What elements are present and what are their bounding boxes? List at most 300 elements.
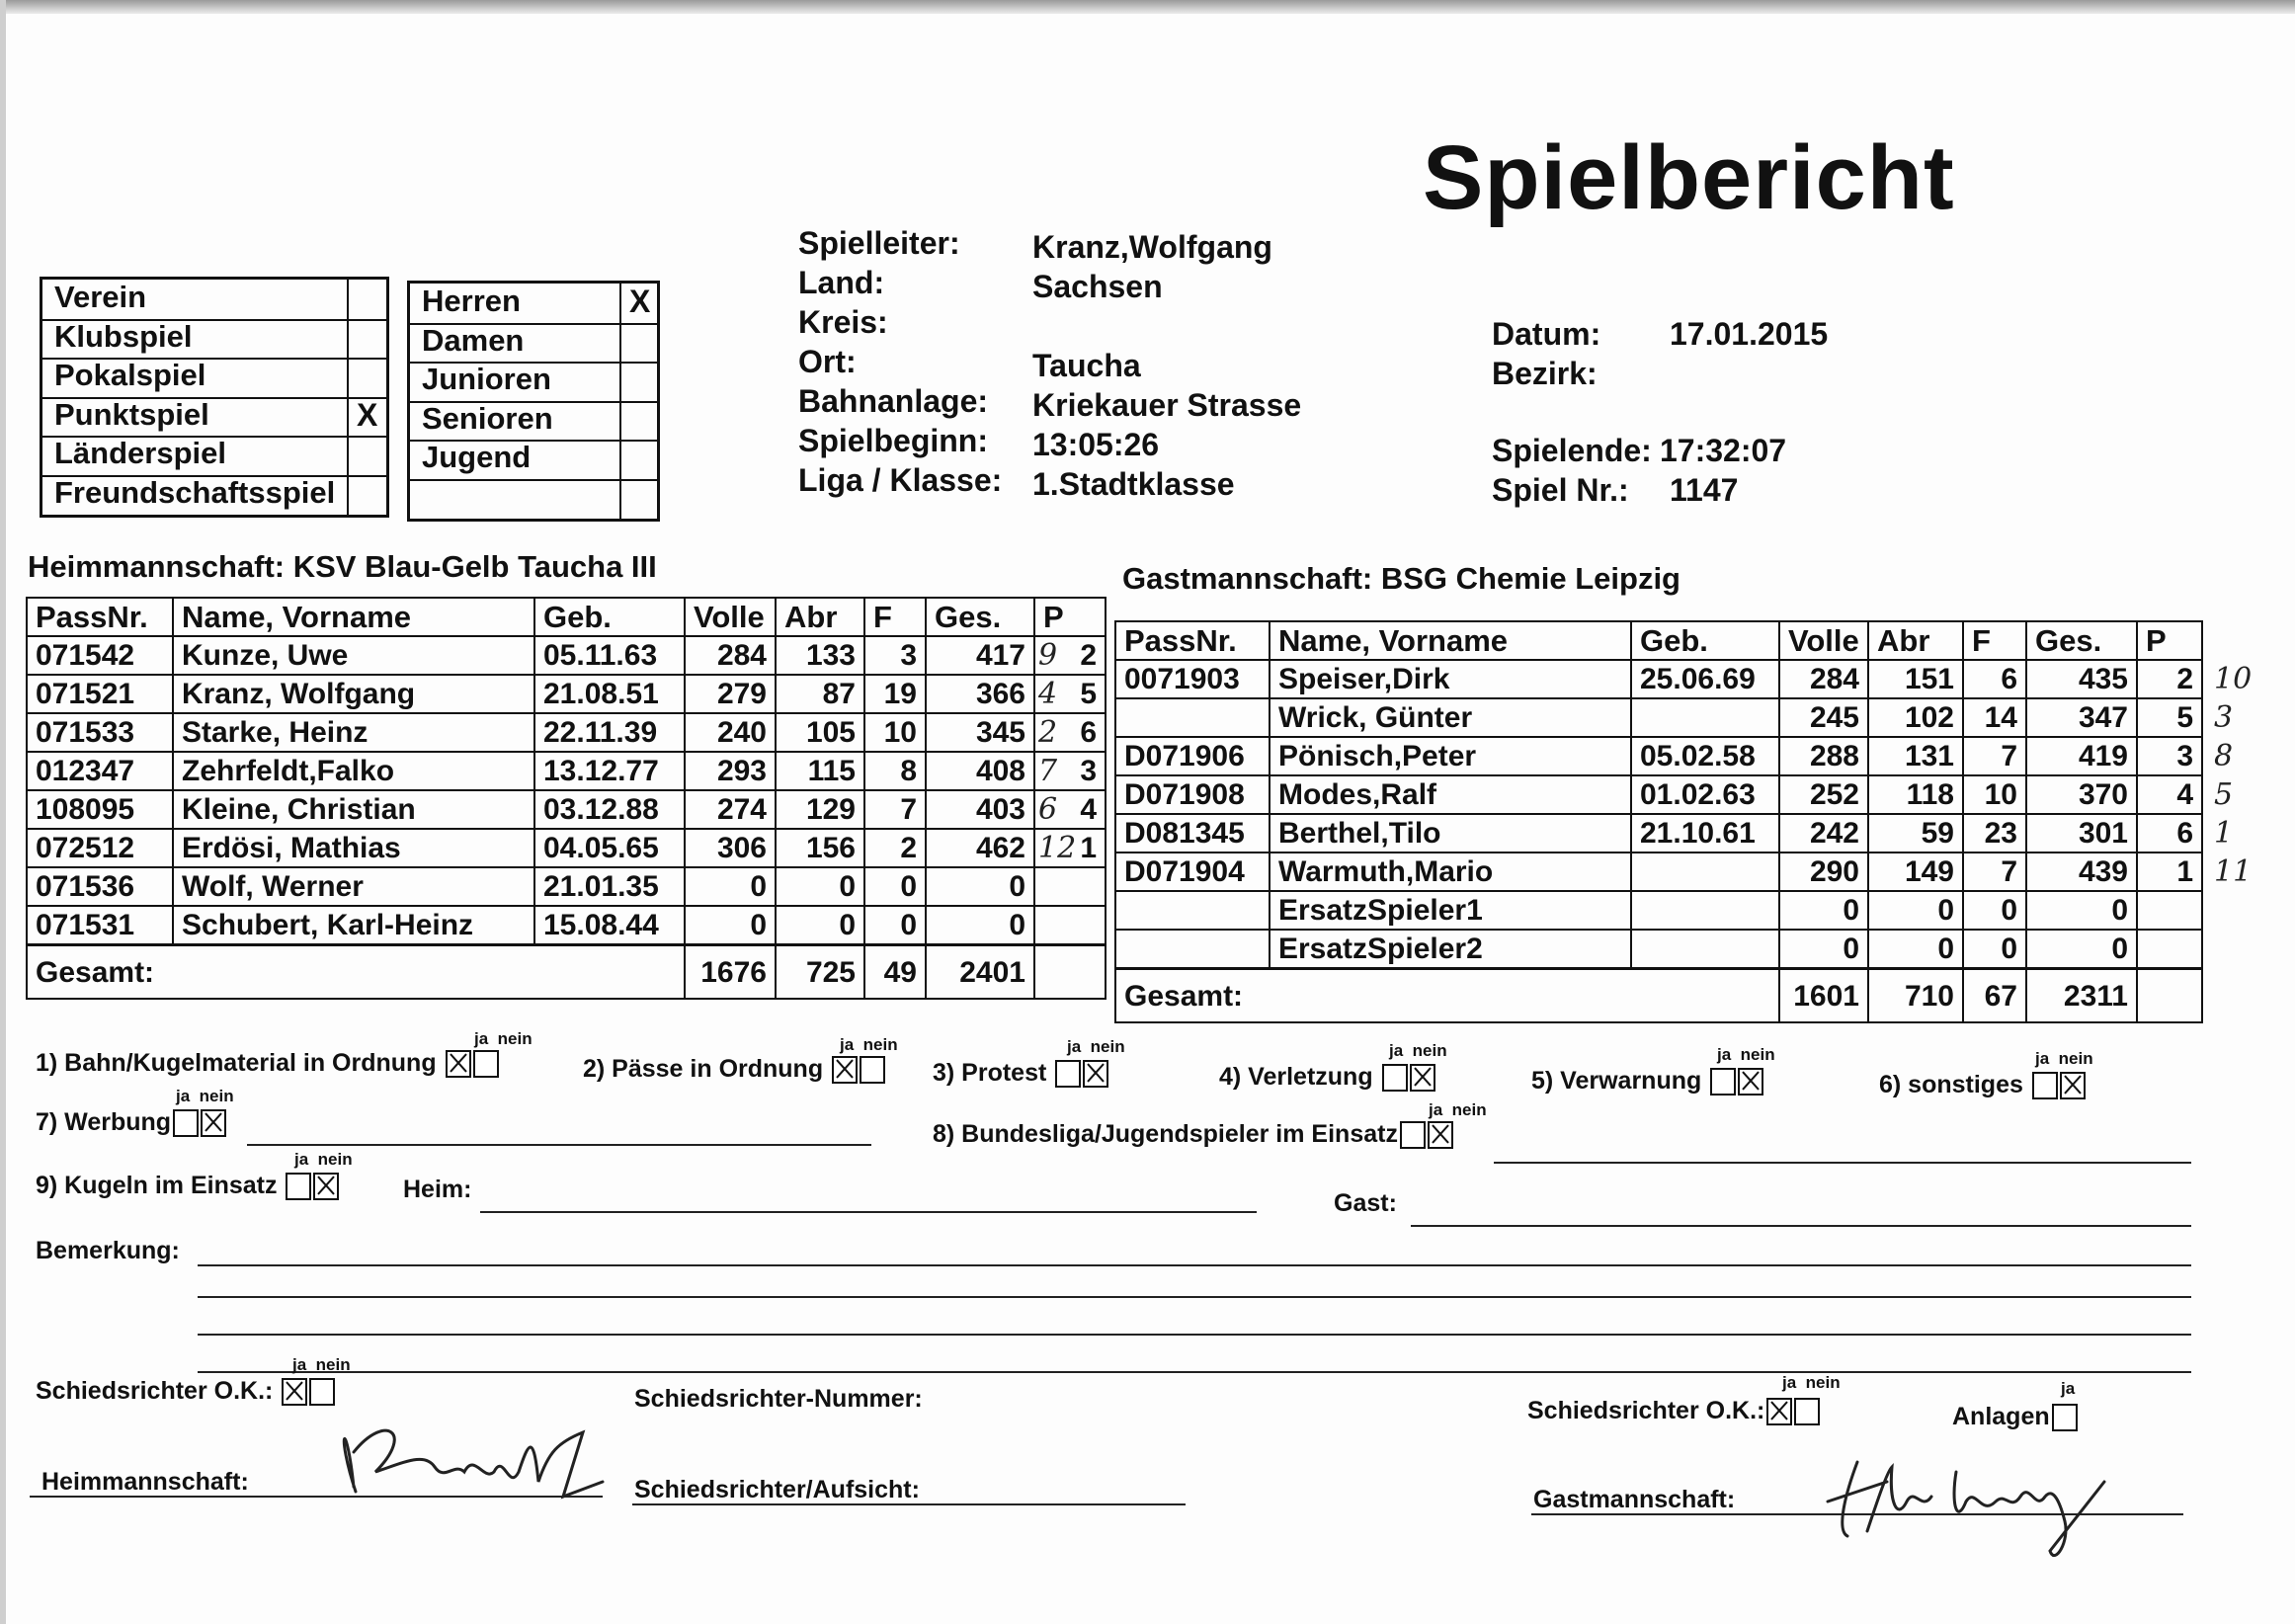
- guest-cell-volle: 0: [1779, 891, 1868, 930]
- guest-cell-name: Speiser,Dirk: [1270, 660, 1631, 698]
- check-9-jn: ja nein: [294, 1150, 353, 1169]
- home-handwritten-note: 6: [1038, 792, 1058, 827]
- match_type-row[interactable]: [42, 436, 386, 477]
- gastmannschaft-label: Gastmannschaft:: [1533, 1486, 1736, 1513]
- guest-handwritten-note: 8: [2214, 739, 2234, 773]
- check-3-ja-box[interactable]: [1055, 1060, 1081, 1088]
- check-5-label: 5) Verwarnung: [1531, 1067, 1702, 1095]
- gast-label: Gast:: [1334, 1189, 1397, 1217]
- match_type-row[interactable]: [42, 397, 386, 439]
- match_type-option-label: Pokalspiel: [54, 358, 206, 393]
- home-cell-name: Schubert, Karl-Heinz: [173, 906, 534, 945]
- schiri-nr-label: Schiedsrichter-Nummer:: [634, 1385, 923, 1413]
- match_type-option-mark[interactable]: X: [357, 396, 378, 433]
- guest-cell-volle: 252: [1779, 775, 1868, 814]
- home-col-header: P: [1034, 598, 1106, 636]
- spielende-label: Spielende:: [1492, 433, 1652, 468]
- guest-handwritten-note: 3: [2214, 700, 2234, 735]
- guest-cell-abr: 151: [1868, 660, 1963, 698]
- home-cell-ges: 408: [926, 752, 1034, 790]
- home-cell-ges: 366: [926, 675, 1034, 713]
- guest-cell-pass: [1115, 930, 1270, 969]
- schiri-ok-home-label: Schiedsrichter O.K.:: [36, 1377, 274, 1405]
- guest-col-header: Geb.: [1631, 621, 1779, 660]
- home-cell-ges: 0: [926, 906, 1034, 945]
- scan-edge-left: [0, 0, 6, 1624]
- home-cell-name: Erdösi, Mathias: [173, 829, 534, 867]
- bemerkung-label: Bemerkung:: [36, 1237, 180, 1264]
- category-row[interactable]: [410, 440, 657, 481]
- guest-cell-pass: [1115, 891, 1270, 930]
- guest-cell-volle: 288: [1779, 737, 1868, 775]
- check-7-label: 7) Werbung: [36, 1108, 172, 1136]
- heim-line[interactable]: [480, 1211, 1257, 1213]
- home-cell-geb: 13.12.77: [534, 752, 685, 790]
- home-total-abr: 725: [776, 945, 864, 1000]
- guest-signature: [1808, 1442, 2134, 1571]
- guest-cell-p: 5: [2137, 698, 2202, 737]
- guest-cell-name: Modes,Ralf: [1270, 775, 1631, 814]
- guest-cell-volle: 245: [1779, 698, 1868, 737]
- bahnanlage-label: Bahnanlage:: [798, 383, 989, 419]
- guest-cell-pass: D081345: [1115, 814, 1270, 853]
- guest-cell-p: 4: [2137, 775, 2202, 814]
- check-1: [36, 1049, 499, 1078]
- home-cell-p: 5: [1034, 675, 1106, 713]
- home-cell-volle: 0: [685, 867, 776, 906]
- guest-cell-volle: 284: [1779, 660, 1868, 698]
- home-cell-f: 8: [864, 752, 926, 790]
- check-9-label: 9) Kugeln im Einsatz: [36, 1172, 278, 1199]
- schiri-aufsicht-label: Schiedsrichter/Aufsicht:: [634, 1476, 920, 1503]
- guest-cell-p: [2137, 930, 2202, 969]
- guest-cell-pass: D071908: [1115, 775, 1270, 814]
- home-player-row: [27, 636, 1106, 675]
- guest-player-row: [1115, 814, 2202, 853]
- home-cell-volle: 306: [685, 829, 776, 867]
- home-cell-ges: 0: [926, 867, 1034, 906]
- home-col-header: Ges.: [926, 598, 1034, 636]
- home-cell-abr: 87: [776, 675, 864, 713]
- home-cell-ges: 417: [926, 636, 1034, 675]
- home-cell-volle: 240: [685, 713, 776, 752]
- guest-player-row: [1115, 737, 2202, 775]
- check-6-ja-box[interactable]: [2032, 1072, 2058, 1099]
- guest-cell-abr: 131: [1868, 737, 1963, 775]
- guest-cell-ges: 301: [2026, 814, 2137, 853]
- home-cell-p: 4: [1034, 790, 1106, 829]
- guest-cell-volle: 0: [1779, 930, 1868, 969]
- check-9: [36, 1172, 339, 1200]
- check-4: [1219, 1063, 1435, 1092]
- guest-player-row: [1115, 930, 2202, 969]
- gast-line[interactable]: [1411, 1225, 2191, 1227]
- check-8-label: 8) Bundesliga/Jugendspieler im Einsatz: [933, 1120, 1398, 1148]
- match_type-option-label: Klubspiel: [54, 318, 193, 354]
- guest-cell-geb: 21.10.61: [1631, 814, 1779, 853]
- check-5-jn: ja nein: [1717, 1045, 1775, 1064]
- check-5-nein-box[interactable]: [1738, 1068, 1763, 1096]
- home-cell-abr: 0: [776, 906, 864, 945]
- category-box: [407, 281, 660, 522]
- scan-edge-top: [0, 0, 2295, 14]
- schiri-ok-home: [36, 1377, 335, 1406]
- guest-cell-pass: [1115, 698, 1270, 737]
- home-cell-volle: 284: [685, 636, 776, 675]
- guest-handwritten-note: 10: [2214, 662, 2253, 696]
- guest-cell-name: Warmuth,Mario: [1270, 853, 1631, 891]
- home-cell-pass: 071533: [27, 713, 173, 752]
- check-9-nein-box[interactable]: [313, 1173, 339, 1200]
- check-8-nein-box[interactable]: [1428, 1121, 1453, 1149]
- home-handwritten-note: 9: [1038, 638, 1058, 673]
- home-cell-geb: 22.11.39: [534, 713, 685, 752]
- guest-cell-abr: 102: [1868, 698, 1963, 737]
- guest-cell-abr: 118: [1868, 775, 1963, 814]
- home-cell-pass: 012347: [27, 752, 173, 790]
- datum-label: Datum:: [1492, 316, 1601, 352]
- home-cell-name: Kranz, Wolfgang: [173, 675, 534, 713]
- home-cell-p: 6: [1034, 713, 1106, 752]
- guest-cell-p: 6: [2137, 814, 2202, 853]
- guest-cell-name: ErsatzSpieler1: [1270, 891, 1631, 930]
- home-total-label: Gesamt:: [27, 945, 685, 1000]
- check-1-label: 1) Bahn/Kugelmaterial in Ordnung: [36, 1049, 437, 1077]
- guest-col-header: PassNr.: [1115, 621, 1270, 660]
- check-4-jn: ja nein: [1389, 1041, 1447, 1060]
- schiri-ok-guest-label: Schiedsrichter O.K.:: [1527, 1397, 1765, 1424]
- guest-total-abr: 710: [1868, 969, 1963, 1023]
- guest-col-header: Name, Vorname: [1270, 621, 1631, 660]
- check-6-jn: ja nein: [2035, 1049, 2093, 1068]
- guest-cell-pass: D071904: [1115, 853, 1270, 891]
- check-1-ja-box[interactable]: [446, 1050, 471, 1078]
- check-4-ja-box[interactable]: [1382, 1064, 1408, 1092]
- home-cell-name: Kunze, Uwe: [173, 636, 534, 675]
- guest-cell-f: 6: [1963, 660, 2026, 698]
- home-cell-ges: 403: [926, 790, 1034, 829]
- category-option-label: Herren: [422, 284, 521, 318]
- check-2-label: 2) Pässe in Ordnung: [583, 1055, 824, 1083]
- anlagen-ja: ja: [2061, 1379, 2076, 1398]
- home-cell-f: 19: [864, 675, 926, 713]
- guest-player-row: [1115, 853, 2202, 891]
- guest-cell-name: Pönisch,Peter: [1270, 737, 1631, 775]
- guest-cell-p: 1: [2137, 853, 2202, 891]
- home-player-row: [27, 675, 1106, 713]
- category-row[interactable]: [410, 323, 657, 365]
- home-cell-f: 3: [864, 636, 926, 675]
- schiri-ok-home-jn: ja nein: [292, 1355, 351, 1374]
- guest-cell-f: 23: [1963, 814, 2026, 853]
- check-7-nein-box[interactable]: [201, 1109, 226, 1137]
- guest-handwritten-note: 5: [2214, 777, 2234, 812]
- guest-cell-pass: D071906: [1115, 737, 1270, 775]
- guest-col-header: Abr: [1868, 621, 1963, 660]
- check-1-nein-box[interactable]: [473, 1050, 499, 1078]
- guest-cell-name: ErsatzSpieler2: [1270, 930, 1631, 969]
- check-7: [36, 1108, 226, 1137]
- guest-cell-abr: 0: [1868, 930, 1963, 969]
- guest-cell-p: 2: [2137, 660, 2202, 698]
- guest-cell-geb: 01.02.63: [1631, 775, 1779, 814]
- page-title: Spielbericht: [1423, 127, 1955, 228]
- bemerkung-line-3[interactable]: [198, 1334, 2191, 1336]
- home-player-row: [27, 867, 1106, 906]
- guest-cell-geb: [1631, 698, 1779, 737]
- category-option-label: Senioren: [422, 400, 553, 436]
- guest-cell-pass: 0071903: [1115, 660, 1270, 698]
- home-cell-pass: 071542: [27, 636, 173, 675]
- home-total-p: [1034, 945, 1106, 1000]
- guest-cell-p: [2137, 891, 2202, 930]
- land-value: Sachsen: [1032, 269, 1163, 304]
- home-total-f: 49: [864, 945, 926, 1000]
- check-2-ja-box[interactable]: [832, 1056, 858, 1084]
- check-9-ja-box[interactable]: [286, 1173, 311, 1200]
- guest-cell-f: 14: [1963, 698, 2026, 737]
- check-7-jn: ja nein: [176, 1087, 234, 1105]
- check-3: [933, 1059, 1108, 1088]
- check-6-label: 6) sonstiges: [1879, 1071, 2023, 1098]
- home-cell-name: Zehrfeldt,Falko: [173, 752, 534, 790]
- guest-cell-ges: 0: [2026, 891, 2137, 930]
- bemerkung-line-4[interactable]: [198, 1371, 2191, 1373]
- guest-player-row: [1115, 775, 2202, 814]
- home-cell-ges: 462: [926, 829, 1034, 867]
- check-8-line[interactable]: [1494, 1162, 2191, 1164]
- home-cell-p: [1034, 906, 1106, 945]
- home-cell-abr: 156: [776, 829, 864, 867]
- category-option-mark[interactable]: X: [629, 284, 651, 319]
- home-cell-geb: 03.12.88: [534, 790, 685, 829]
- home-cell-ges: 345: [926, 713, 1034, 752]
- home-cell-abr: 0: [776, 867, 864, 906]
- match_type-row[interactable]: [42, 319, 386, 361]
- home-cell-abr: 105: [776, 713, 864, 752]
- category-row[interactable]: [410, 401, 657, 443]
- home-player-table: [26, 597, 1107, 1000]
- check-8-ja-box[interactable]: [1400, 1121, 1426, 1149]
- spielbeginn-label: Spielbeginn:: [798, 423, 988, 458]
- guest-cell-abr: 149: [1868, 853, 1963, 891]
- guest-cell-volle: 290: [1779, 853, 1868, 891]
- schiri-ok-guest: [1527, 1397, 1820, 1425]
- guest-player-row: [1115, 698, 2202, 737]
- schiri-aufsicht-line[interactable]: [632, 1503, 1186, 1505]
- check-8: [933, 1120, 1453, 1149]
- spielbeginn-value: 13:05:26: [1032, 427, 1160, 462]
- check-3-nein-box[interactable]: [1083, 1060, 1108, 1088]
- spielleiter-label: Spielleiter:: [798, 225, 960, 261]
- home-cell-p: 3: [1034, 752, 1106, 790]
- guest-cell-ges: 435: [2026, 660, 2137, 698]
- datum-value: 17.01.2015: [1670, 316, 1829, 352]
- guest-total-ges: 2311: [2026, 969, 2137, 1023]
- guest-cell-geb: [1631, 930, 1779, 969]
- liga-label: Liga / Klasse:: [798, 462, 1003, 498]
- liga-value: 1.Stadtklasse: [1032, 466, 1235, 502]
- guest-cell-ges: 0: [2026, 930, 2137, 969]
- guest-cell-name: Wrick, Günter: [1270, 698, 1631, 737]
- schiri-ok-guest-jn: ja nein: [1782, 1373, 1841, 1392]
- home-cell-geb: 15.08.44: [534, 906, 685, 945]
- home-team-label: Heimmannschaft: KSV Blau-Gelb Taucha III: [28, 549, 657, 584]
- category-row[interactable]: [410, 479, 657, 519]
- home-cell-f: 0: [864, 906, 926, 945]
- bahnanlage-value: Kriekauer Strasse: [1032, 387, 1302, 423]
- heimmannschaft-label: Heimmannschaft:: [41, 1468, 249, 1496]
- home-col-header: Volle: [685, 598, 776, 636]
- match_type-option-label: Verein: [54, 280, 147, 314]
- home-cell-pass: 071521: [27, 675, 173, 713]
- guest-cell-f: 10: [1963, 775, 2026, 814]
- home-cell-geb: 04.05.65: [534, 829, 685, 867]
- match_type-row[interactable]: [42, 358, 386, 399]
- check-6: [1879, 1071, 2086, 1099]
- guest-total-p: [2137, 969, 2202, 1023]
- check-8-jn: ja nein: [1429, 1100, 1487, 1119]
- schiri-ok-home-ja-box[interactable]: [282, 1378, 307, 1406]
- check-6-nein-box[interactable]: [2060, 1072, 2086, 1099]
- home-col-header: Name, Vorname: [173, 598, 534, 636]
- guest-player-table: [1114, 620, 2203, 1023]
- home-handwritten-note: 7: [1038, 754, 1058, 788]
- category-row[interactable]: [410, 284, 657, 325]
- home-cell-volle: 293: [685, 752, 776, 790]
- guest-total-f: 67: [1963, 969, 2026, 1023]
- home-cell-geb: 05.11.63: [534, 636, 685, 675]
- home-cell-volle: 0: [685, 906, 776, 945]
- guest-player-row: [1115, 660, 2202, 698]
- check-4-nein-box[interactable]: [1410, 1064, 1435, 1092]
- home-col-header: Abr: [776, 598, 864, 636]
- check-7-ja-box[interactable]: [173, 1109, 199, 1137]
- home-cell-name: Wolf, Werner: [173, 867, 534, 906]
- guest-total-label: Gesamt:: [1115, 969, 1779, 1023]
- heim-label: Heim:: [403, 1176, 472, 1203]
- home-cell-f: 0: [864, 867, 926, 906]
- bezirk-label: Bezirk:: [1492, 356, 1598, 391]
- check-5: [1531, 1067, 1763, 1096]
- check-5-ja-box[interactable]: [1710, 1068, 1736, 1096]
- kreis-label: Kreis:: [798, 304, 888, 340]
- home-cell-pass: 071531: [27, 906, 173, 945]
- guest-cell-volle: 242: [1779, 814, 1868, 853]
- guest-handwritten-note: 11: [2214, 854, 2253, 889]
- category-option-label: Damen: [422, 322, 525, 358]
- category-option-label: Junioren: [422, 362, 551, 397]
- guest-total-row: [1115, 969, 2202, 1023]
- home-handwritten-note: 12: [1038, 831, 1077, 865]
- guest-cell-ges: 419: [2026, 737, 2137, 775]
- guest-cell-geb: 25.06.69: [1631, 660, 1779, 698]
- schiri-ok-guest-ja-box[interactable]: [1766, 1398, 1792, 1425]
- guest-cell-abr: 0: [1868, 891, 1963, 930]
- home-cell-pass: 072512: [27, 829, 173, 867]
- guest-col-header: F: [1963, 621, 2026, 660]
- check-2: [583, 1055, 885, 1084]
- guest-cell-ges: 439: [2026, 853, 2137, 891]
- home-header-row: [27, 598, 1106, 636]
- home-cell-abr: 133: [776, 636, 864, 675]
- guest-cell-geb: [1631, 891, 1779, 930]
- home-total-ges: 2401: [926, 945, 1034, 1000]
- home-col-header: Geb.: [534, 598, 685, 636]
- guest-player-row: [1115, 891, 2202, 930]
- check-1-jn: ja nein: [474, 1029, 533, 1048]
- match_type-option-label: Freundschaftsspiel: [54, 475, 336, 510]
- home-cell-geb: 21.01.35: [534, 867, 685, 906]
- home-col-header: PassNr.: [27, 598, 173, 636]
- guest-col-header: Volle: [1779, 621, 1868, 660]
- home-cell-volle: 279: [685, 675, 776, 713]
- home-player-row: [27, 713, 1106, 752]
- home-cell-geb: 21.08.51: [534, 675, 685, 713]
- guest-team-label: Gastmannschaft: BSG Chemie Leipzig: [1122, 561, 1680, 596]
- spielnr-label: Spiel Nr.:: [1492, 472, 1629, 508]
- guest-header-row: [1115, 621, 2202, 660]
- guest-cell-f: 0: [1963, 891, 2026, 930]
- check-3-jn: ja nein: [1067, 1037, 1125, 1056]
- spielleiter-value: Kranz,Wolfgang: [1032, 229, 1272, 265]
- guest-total-volle: 1601: [1779, 969, 1868, 1023]
- match_type-row[interactable]: [42, 475, 386, 515]
- guest-cell-f: 7: [1963, 853, 2026, 891]
- category-row[interactable]: [410, 362, 657, 403]
- home-cell-p: 2: [1034, 636, 1106, 675]
- category-option-label: Jugend: [422, 440, 532, 475]
- home-cell-name: Kleine, Christian: [173, 790, 534, 829]
- ort-value: Taucha: [1032, 348, 1141, 383]
- guest-handwritten-note: 1: [2214, 816, 2234, 851]
- check-7-line[interactable]: [247, 1144, 871, 1146]
- guest-cell-f: 7: [1963, 737, 2026, 775]
- home-cell-f: 2: [864, 829, 926, 867]
- bemerkung-line-1[interactable]: [198, 1264, 2191, 1266]
- check-2-nein-box[interactable]: [860, 1056, 885, 1084]
- land-label: Land:: [798, 265, 885, 300]
- anlagen-label: Anlagen: [1952, 1403, 2050, 1430]
- home-player-row: [27, 829, 1106, 867]
- home-cell-name: Starke, Heinz: [173, 713, 534, 752]
- guest-col-header: Ges.: [2026, 621, 2137, 660]
- bemerkung-line-2[interactable]: [198, 1296, 2191, 1298]
- match-type-box: [40, 277, 389, 518]
- ort-label: Ort:: [798, 344, 857, 379]
- anlagen: [1952, 1403, 2078, 1431]
- guest-cell-geb: [1631, 853, 1779, 891]
- home-cell-p: 1: [1034, 829, 1106, 867]
- guest-col-header: P: [2137, 621, 2202, 660]
- guest-cell-f: 0: [1963, 930, 2026, 969]
- home-cell-pass: 071536: [27, 867, 173, 906]
- home-cell-f: 7: [864, 790, 926, 829]
- home-cell-volle: 274: [685, 790, 776, 829]
- guest-cell-geb: 05.02.58: [1631, 737, 1779, 775]
- guest-cell-abr: 59: [1868, 814, 1963, 853]
- home-cell-pass: 108095: [27, 790, 173, 829]
- anlagen-ja-box[interactable]: [2052, 1404, 2078, 1431]
- schiri-ok-guest-nein-box[interactable]: [1794, 1398, 1820, 1425]
- home-signature: [326, 1393, 622, 1511]
- home-player-row: [27, 752, 1106, 790]
- home-cell-p: [1034, 867, 1106, 906]
- check-2-jn: ja nein: [840, 1035, 898, 1054]
- guest-cell-name: Berthel,Tilo: [1270, 814, 1631, 853]
- match_type-row[interactable]: [42, 280, 386, 321]
- guest-cell-ges: 347: [2026, 698, 2137, 737]
